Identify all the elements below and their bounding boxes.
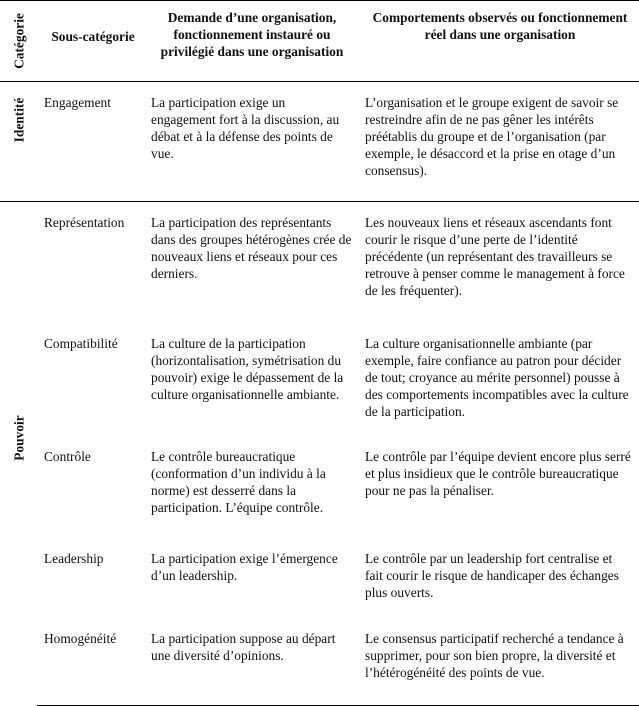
table-row bbox=[0, 323, 639, 436]
subcategory-cell: Représentation bbox=[44, 215, 125, 230]
demand-cell: La culture de la participation (horizontalisation, symétrisation du pouvoir) exige le dépassement de la culture organisationnelle ambiante. bbox=[151, 335, 344, 402]
category-power: Pouvoir bbox=[11, 415, 26, 461]
table-row bbox=[0, 436, 639, 538]
category-cell-power bbox=[0, 202, 37, 706]
observed-cell: Le contrôle par l’équipe devient encore plus serré et plus insidieux que le contrôle bureaucratique pour ne pas la pénaliser. bbox=[365, 448, 631, 498]
demand-cell: La participation exige un engagement fort à la discussion, au débat et à la défense des points de vue. bbox=[143, 82, 361, 202]
subcategory-cell: Engagement bbox=[37, 82, 143, 202]
observed-cell: Le consensus participatif recherché a tendance à supprimer, pour son bien propre, la diversité et l’hétérogénéité des points de vue. bbox=[361, 618, 639, 706]
observed-cell: La culture organisationnelle ambiante (par exemple, faire confiance au patron pour décider de tout; croyance au mérite personnel) pousse à des comportements incompatibles avec la culture de la participation. bbox=[365, 335, 629, 419]
header-subcategory: Sous-catégorie bbox=[37, 1, 143, 82]
demand-cell: La participation suppose au départ une diversité d’opinions. bbox=[143, 618, 361, 706]
demand-cell: La participation des représentants dans des groupes hétérogènes crée de nouveaux liens et réseaux pour ces derniers. bbox=[151, 215, 352, 281]
demand-cell: La participation exige l’émergence d’un leadership. bbox=[151, 550, 338, 583]
observed-cell: Les nouveaux liens et réseaux ascendants font courir le risque d’une perte de l’identité précédente (un représentant des travailleurs se retrouve à penser comme le management à force de les fréquenter). bbox=[365, 215, 625, 298]
subcategory-cell: Contrôle bbox=[44, 448, 91, 464]
header-observed: Comportements observés ou fonctionnement réel dans une organisation bbox=[361, 1, 639, 82]
header-demand: Demande d’une organisation, fonctionnement instauré ou privilégié dans une organisation bbox=[143, 1, 361, 82]
header-category-label: Catégorie bbox=[11, 13, 26, 69]
observed-cell: L’organisation et le groupe exigent de savoir se restreindre afin de ne pas gêner les intérêts préétablis du groupe et de l’organisation (par exemple, le désaccord et la prise en otage d’un consensus). bbox=[361, 82, 639, 202]
subcategory-cell: Leadership bbox=[44, 550, 104, 566]
demand-cell: Le contrôle bureaucratique (conformation d’un individu à la norme) est desserré dans la participation. L’équipe contrôle. bbox=[151, 448, 326, 515]
table-row bbox=[0, 202, 639, 323]
category-identity: Identité bbox=[11, 97, 26, 143]
table-row bbox=[0, 538, 639, 618]
subcategory-cell: Compatibilité bbox=[44, 335, 118, 351]
header-category bbox=[0, 1, 37, 82]
observed-cell: Le contrôle par un leadership fort centralise et fait courir le risque de handicaper des échanges plus ouverts. bbox=[365, 550, 619, 600]
table-row bbox=[0, 618, 639, 706]
table-row bbox=[0, 82, 639, 202]
header-row bbox=[0, 1, 639, 82]
category-cell-identity bbox=[0, 82, 37, 202]
subcategory-cell: Homogénéité bbox=[37, 618, 143, 706]
